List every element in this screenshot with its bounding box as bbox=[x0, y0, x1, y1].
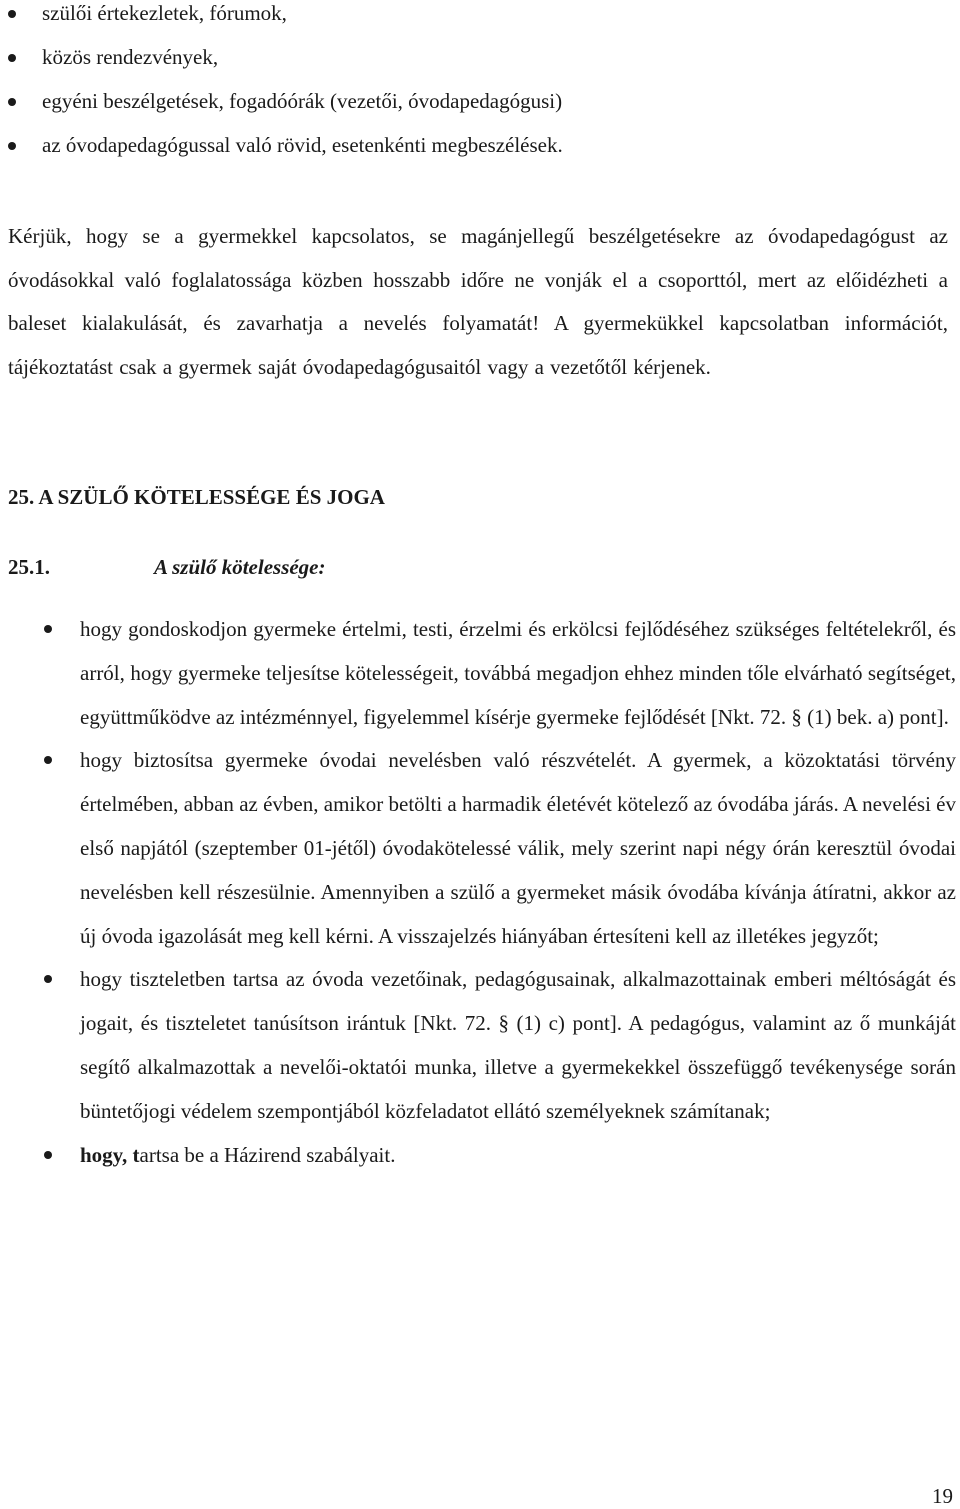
list-item-text: hogy tiszteletben tartsa az óvoda vezetőinak, pedagógusainak, alkalmazottainak emberi méltóságát és jogait, és tiszteletet tanúsítson irántuk [Nkt. 72. § (1) c) pont]. A pedagógus, valamint az ő munkáját segítő alkalmazottak a nevelői-oktatói munka, illetve a gyermekekkel összefüggő tevékenysége során büntetőjogi védelem szempontjából közfeladatot ellátó személyeknek számítanak; bbox=[80, 967, 956, 1123]
bullet-icon bbox=[8, 54, 16, 62]
bullet-icon bbox=[44, 975, 52, 983]
list-item bbox=[8, 88, 948, 132]
list-item-bold-text: hogy, t bbox=[80, 1142, 140, 1167]
subsection-number: 25.1. bbox=[8, 555, 50, 579]
list-item bbox=[8, 132, 948, 176]
list-item-text: az óvodapedagógussal való rövid, esetenkénti megbeszélések. bbox=[42, 133, 563, 157]
subsection-heading bbox=[8, 552, 326, 582]
section-heading: 25. A SZÜLŐ KÖTELESSÉGE ÉS JOGA bbox=[8, 485, 385, 509]
bullet-icon bbox=[44, 756, 52, 764]
body-paragraph: Kérjük, hogy se a gyermekkel kapcsolatos, se magánjellegű beszélgetésekre az óvodapedagógust az óvodásokkal való foglalatossága közben hosszabb időre ne vonják el a csoporttól, mert az előidézheti a baleset kialakulását, és zavarhatja a nevelés folyamatát! A gyermekükkel kapcsolatban információt, tájékoztatást csak a gyermek saját óvodapedagógusaitól vagy a vezetőtől kérjenek. bbox=[8, 224, 948, 379]
list-item-text: artsa be a Házirend szabályait. bbox=[139, 1142, 396, 1167]
bullet-icon bbox=[44, 625, 52, 633]
list-item-text: hogy gondoskodjon gyermeke értelmi, testi, érzelmi és erkölcsi fejlődéséhez szükséges feltételekről, és arról, hogy gyermeke teljesítse kötelességeit, továbbá megadjon ehhez minden tőle elvárható segítséget, együttműködve az intézménnyel, figyelemmel kísérje gyermeke fejlődését [Nkt. 72. § (1) bek. a) pont]. bbox=[80, 617, 956, 729]
duties-list bbox=[44, 608, 956, 1177]
list-item bbox=[44, 958, 956, 1133]
list-item-text: szülői értekezletek, fórumok, bbox=[42, 1, 287, 25]
list-item-text: egyéni beszélgetések, fogadóórák (vezetői, óvodapedagógusi) bbox=[42, 89, 563, 113]
list-item bbox=[44, 608, 956, 739]
list-item-text: közös rendezvények, bbox=[42, 45, 219, 69]
list-item bbox=[44, 739, 956, 958]
list-item bbox=[8, 44, 948, 88]
bullet-icon bbox=[8, 142, 16, 150]
subsection-title: A szülő kötelessége: bbox=[154, 555, 326, 579]
page-number: 19 bbox=[932, 1484, 953, 1508]
list-item-text: hogy biztosítsa gyermeke óvodai nevelésben való részvételét. A gyermek, a közoktatási törvény értelmében, abban az évben, amikor betölti a harmadik életévét kötelező az óvodába járás. A nevelési év első napjától (szeptember 01-jétől) óvodakötelessé válik, mely szerint napi négy órán keresztül óvodai nevelésben kell részesülnie. Amennyiben a szülő a gyermeket másik óvodába kívánja átíratni, akkor az új óvoda igazolását meg kell kérni. A visszajelzés hiányában értesíteni kell az illetékes jegyzőt; bbox=[80, 748, 956, 948]
bullet-icon bbox=[8, 10, 16, 18]
list-item bbox=[8, 0, 948, 44]
contact-forms-list bbox=[8, 0, 948, 176]
bullet-icon bbox=[8, 98, 16, 106]
list-item bbox=[44, 1134, 956, 1178]
bullet-icon bbox=[44, 1151, 52, 1159]
